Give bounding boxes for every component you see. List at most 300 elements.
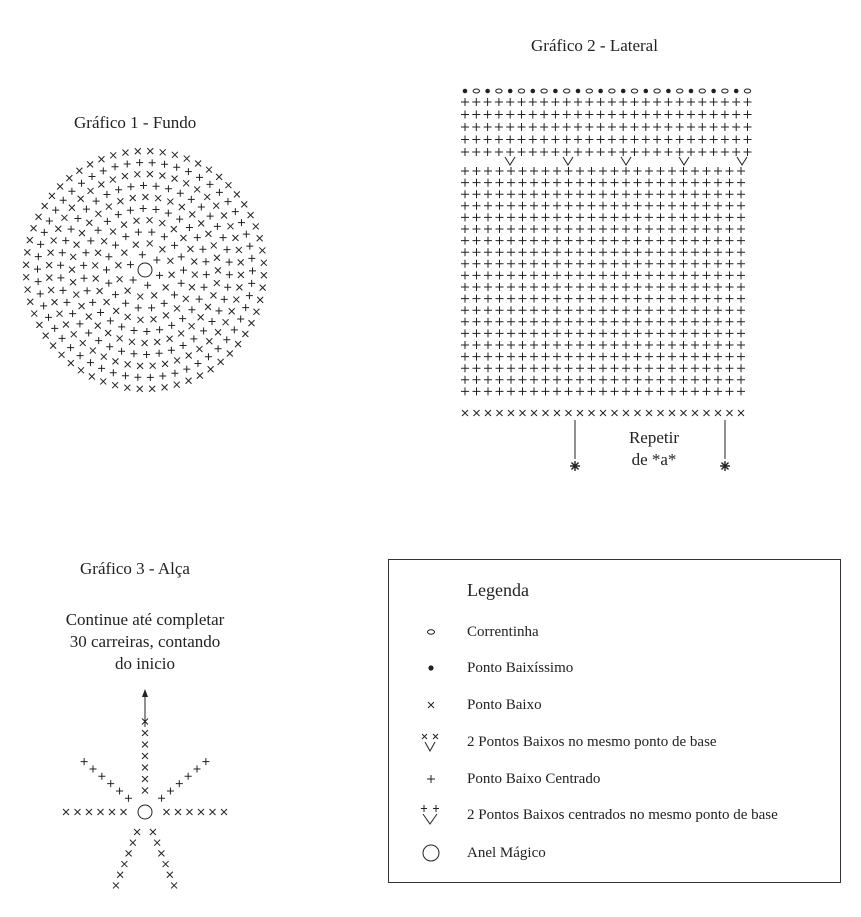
slip-stitch-mark bbox=[666, 89, 671, 94]
centered-single-crochet-mark bbox=[737, 341, 745, 349]
centered-single-crochet-mark bbox=[473, 318, 481, 326]
centered-single-crochet-mark bbox=[691, 295, 699, 303]
centered-single-crochet-mark bbox=[599, 271, 607, 279]
centered-single-crochet-mark bbox=[484, 179, 492, 187]
legend-label: Anel Mágico bbox=[467, 845, 546, 861]
centered-single-crochet-mark bbox=[149, 159, 156, 166]
centered-single-crochet-mark bbox=[680, 341, 688, 349]
centered-single-crochet-mark bbox=[622, 248, 630, 256]
centered-single-crochet-mark bbox=[574, 111, 582, 119]
centered-single-crochet-mark bbox=[553, 387, 561, 395]
centered-single-crochet-mark bbox=[622, 376, 630, 384]
centered-single-crochet-mark bbox=[657, 179, 665, 187]
centered-single-crochet-mark bbox=[473, 364, 481, 372]
single-crochet-mark bbox=[227, 223, 233, 229]
centered-single-crochet-mark bbox=[519, 248, 527, 256]
centered-single-crochet-mark bbox=[553, 213, 561, 221]
centered-single-crochet-mark bbox=[565, 248, 573, 256]
centered-single-crochet-mark bbox=[645, 387, 653, 395]
centered-single-crochet-mark bbox=[622, 353, 630, 361]
single-crochet-mark bbox=[117, 276, 123, 282]
centered-single-crochet-mark bbox=[634, 329, 642, 337]
centered-single-crochet-mark bbox=[698, 98, 706, 106]
centered-single-crochet-mark bbox=[622, 260, 630, 268]
centered-single-crochet-mark bbox=[188, 196, 195, 203]
centered-single-crochet-mark bbox=[484, 225, 492, 233]
centered-single-crochet-mark bbox=[87, 237, 94, 244]
centered-single-crochet-mark bbox=[473, 376, 481, 384]
single-crochet-mark bbox=[105, 330, 111, 336]
centered-single-crochet-mark bbox=[576, 318, 584, 326]
repeat-note-line-2: de *a* bbox=[631, 450, 677, 469]
legend-label: 2 Pontos Baixos centrados no mesmo ponto de base bbox=[467, 807, 778, 823]
centered-single-crochet-mark bbox=[744, 123, 752, 131]
centered-single-crochet-mark bbox=[634, 376, 642, 384]
single-crochet-mark bbox=[211, 242, 217, 248]
centered-single-crochet-mark bbox=[45, 314, 52, 321]
centered-single-crochet-mark bbox=[645, 364, 653, 372]
centered-single-crochet-mark bbox=[680, 364, 688, 372]
centered-single-crochet-mark bbox=[565, 202, 573, 210]
single-crochet-mark bbox=[214, 280, 220, 286]
single-crochet-mark bbox=[125, 361, 131, 367]
centered-single-crochet-mark bbox=[611, 364, 619, 372]
single-crochet-mark bbox=[154, 840, 160, 846]
centered-single-crochet-mark bbox=[714, 225, 722, 233]
centered-single-crochet-mark bbox=[496, 225, 504, 233]
centered-single-crochet-mark bbox=[645, 260, 653, 268]
centered-single-crochet-mark bbox=[691, 248, 699, 256]
centered-single-crochet-mark bbox=[461, 213, 469, 221]
centered-single-crochet-mark bbox=[703, 283, 711, 291]
centered-single-crochet-mark bbox=[105, 253, 112, 260]
single-crochet-mark bbox=[253, 309, 259, 315]
slip-stitch-mark bbox=[598, 89, 603, 94]
centered-single-crochet-mark bbox=[519, 341, 527, 349]
centered-single-crochet-mark bbox=[634, 283, 642, 291]
single-crochet-mark bbox=[227, 350, 233, 356]
centered-single-crochet-mark bbox=[714, 271, 722, 279]
centered-single-crochet-mark bbox=[645, 376, 653, 384]
single-crochet-mark bbox=[71, 331, 77, 337]
centered-single-crochet-mark bbox=[703, 364, 711, 372]
magic-ring-mark bbox=[138, 263, 152, 277]
arrow-head-icon bbox=[142, 689, 148, 697]
centered-single-crochet-mark bbox=[576, 306, 584, 314]
centered-single-crochet-mark bbox=[576, 387, 584, 395]
centered-single-crochet-mark bbox=[507, 260, 515, 268]
centered-single-crochet-mark bbox=[619, 111, 627, 119]
single-crochet-mark bbox=[98, 156, 104, 162]
single-crochet-mark bbox=[149, 386, 155, 392]
centered-single-crochet-mark bbox=[496, 179, 504, 187]
centered-single-crochet-mark bbox=[540, 111, 548, 119]
centered-single-crochet-mark bbox=[588, 329, 596, 337]
slip-stitch-mark bbox=[734, 89, 739, 94]
slip-stitch-mark bbox=[621, 89, 626, 94]
centered-single-crochet-mark bbox=[657, 295, 665, 303]
centered-single-crochet-mark bbox=[507, 167, 515, 175]
centered-single-crochet-mark bbox=[180, 342, 187, 349]
centered-single-crochet-mark bbox=[461, 225, 469, 233]
centered-single-crochet-mark bbox=[732, 123, 740, 131]
single-crochet-mark bbox=[225, 182, 231, 188]
centered-single-crochet-mark bbox=[484, 213, 492, 221]
centered-single-crochet-mark bbox=[732, 136, 740, 144]
single-crochet-mark bbox=[151, 292, 157, 298]
single-crochet-mark bbox=[70, 254, 76, 260]
centered-single-crochet-mark bbox=[703, 353, 711, 361]
single-crochet-mark bbox=[160, 149, 166, 155]
centered-single-crochet-mark bbox=[726, 202, 734, 210]
centered-single-crochet-mark bbox=[148, 229, 155, 236]
centered-single-crochet-mark bbox=[611, 167, 619, 175]
centered-single-crochet-mark bbox=[553, 202, 561, 210]
centered-single-crochet-mark bbox=[645, 295, 653, 303]
single-crochet-mark bbox=[174, 382, 180, 388]
centered-single-crochet-mark bbox=[205, 353, 212, 360]
centered-single-crochet-mark bbox=[698, 148, 706, 156]
centered-single-crochet-mark bbox=[691, 237, 699, 245]
centered-single-crochet-mark bbox=[744, 136, 752, 144]
centered-single-crochet-mark bbox=[726, 213, 734, 221]
single-crochet-mark bbox=[241, 201, 247, 207]
single-crochet-mark bbox=[90, 348, 96, 354]
centered-single-crochet-mark bbox=[553, 341, 561, 349]
centered-single-crochet-mark bbox=[599, 318, 607, 326]
centered-single-crochet-mark bbox=[721, 111, 729, 119]
chart-fundo-title: Gráfico 1 - Fundo bbox=[74, 113, 197, 132]
centered-single-crochet-mark bbox=[95, 337, 102, 344]
centered-single-crochet-mark bbox=[542, 306, 550, 314]
centered-single-crochet-mark bbox=[608, 123, 616, 131]
centered-single-crochet-mark bbox=[611, 213, 619, 221]
single-crochet-mark bbox=[577, 410, 583, 416]
centered-single-crochet-mark bbox=[130, 276, 137, 283]
centered-single-crochet-mark bbox=[565, 295, 573, 303]
centered-single-crochet-mark bbox=[496, 329, 504, 337]
centered-single-crochet-mark bbox=[519, 260, 527, 268]
single-crochet-mark bbox=[48, 250, 54, 256]
centered-single-crochet-mark bbox=[668, 329, 676, 337]
centered-single-crochet-mark bbox=[657, 329, 665, 337]
single-crochet-mark bbox=[130, 195, 136, 201]
single-crochet-mark bbox=[257, 235, 263, 241]
single-crochet-mark bbox=[147, 171, 153, 177]
centered-single-crochet-mark bbox=[631, 111, 639, 119]
centered-single-crochet-mark bbox=[737, 376, 745, 384]
chain-icon bbox=[419, 620, 443, 646]
centered-single-crochet-mark bbox=[634, 202, 642, 210]
centered-single-crochet-mark bbox=[676, 148, 684, 156]
single-crochet-mark bbox=[52, 299, 58, 305]
centered-single-crochet-mark bbox=[542, 329, 550, 337]
centered-single-crochet-mark bbox=[209, 318, 216, 325]
centered-single-crochet-mark bbox=[599, 260, 607, 268]
centered-single-crochet-mark bbox=[698, 123, 706, 131]
single-crochet-mark bbox=[75, 809, 81, 815]
single-crochet-mark bbox=[248, 320, 254, 326]
centered-single-crochet-mark bbox=[576, 190, 584, 198]
centered-single-crochet-mark bbox=[680, 213, 688, 221]
single-crochet-mark bbox=[97, 288, 103, 294]
centered-single-crochet-mark bbox=[542, 364, 550, 372]
centered-single-crochet-mark bbox=[159, 373, 166, 380]
legend-label: 2 Pontos Baixos no mesmo ponto de base bbox=[467, 734, 717, 750]
centered-single-crochet-mark bbox=[519, 376, 527, 384]
centered-single-crochet-mark bbox=[76, 320, 83, 327]
centered-single-crochet-mark bbox=[676, 123, 684, 131]
centered-single-crochet-mark bbox=[721, 136, 729, 144]
centered-single-crochet-mark bbox=[542, 295, 550, 303]
centered-single-crochet-mark bbox=[495, 111, 503, 119]
centered-single-crochet-mark bbox=[622, 306, 630, 314]
centered-single-crochet-mark bbox=[472, 98, 480, 106]
increase-mark bbox=[621, 157, 631, 165]
centered-single-crochet-mark bbox=[161, 300, 168, 307]
centered-single-crochet-mark bbox=[484, 329, 492, 337]
centered-single-crochet-mark bbox=[519, 364, 527, 372]
centered-single-crochet-mark bbox=[611, 225, 619, 233]
centered-single-crochet-mark bbox=[726, 167, 734, 175]
centered-single-crochet-mark bbox=[473, 237, 481, 245]
single-crochet-mark bbox=[137, 386, 143, 392]
centered-single-crochet-mark bbox=[540, 123, 548, 131]
single-crochet-mark bbox=[167, 199, 173, 205]
slip-stitch-mark bbox=[463, 89, 468, 94]
single-crochet-mark bbox=[125, 288, 131, 294]
centered-single-crochet-mark bbox=[153, 257, 160, 264]
centered-single-crochet-mark bbox=[634, 353, 642, 361]
centered-single-crochet-mark bbox=[576, 167, 584, 175]
single-crochet-mark bbox=[566, 410, 572, 416]
centered-single-crochet-mark bbox=[530, 190, 538, 198]
single-crochet-mark bbox=[66, 175, 72, 181]
single-crochet-mark bbox=[223, 319, 229, 325]
single-crochet-mark bbox=[198, 314, 204, 320]
single-crochet-mark bbox=[69, 205, 75, 211]
centered-single-crochet-mark bbox=[519, 167, 527, 175]
centered-single-crochet-mark bbox=[529, 98, 537, 106]
centered-single-crochet-mark bbox=[207, 213, 214, 220]
single-crochet-mark bbox=[646, 410, 652, 416]
legend-item-slip-stitch bbox=[389, 656, 840, 682]
centered-single-crochet-mark bbox=[143, 351, 150, 358]
centered-single-crochet-mark bbox=[622, 318, 630, 326]
legend-item-single-crochet bbox=[389, 693, 840, 719]
centered-single-crochet-mark bbox=[576, 213, 584, 221]
centered-single-crochet-mark bbox=[611, 179, 619, 187]
single-crochet-mark bbox=[86, 220, 92, 226]
centered-single-crochet-mark bbox=[611, 190, 619, 198]
centered-single-crochet-mark bbox=[691, 318, 699, 326]
centered-single-crochet-mark bbox=[507, 353, 515, 361]
centered-single-crochet-mark bbox=[95, 227, 102, 234]
centered-single-crochet-mark bbox=[144, 282, 151, 289]
centered-single-crochet-mark bbox=[530, 248, 538, 256]
centered-single-crochet-mark bbox=[106, 343, 113, 350]
centered-single-crochet-mark bbox=[246, 292, 253, 299]
chain-mark bbox=[722, 89, 728, 93]
centered-single-crochet-mark bbox=[634, 271, 642, 279]
single-crochet-mark bbox=[635, 410, 641, 416]
centered-single-crochet-mark bbox=[631, 148, 639, 156]
centered-single-crochet-mark bbox=[703, 295, 711, 303]
centered-single-crochet-mark bbox=[622, 364, 630, 372]
centered-single-crochet-mark bbox=[585, 148, 593, 156]
single-crochet-mark bbox=[134, 218, 140, 224]
centered-single-crochet-mark bbox=[737, 387, 745, 395]
centered-single-crochet-mark bbox=[221, 296, 228, 303]
centered-single-crochet-mark bbox=[540, 98, 548, 106]
single-crochet-mark bbox=[215, 329, 221, 335]
single-crochet-mark bbox=[216, 174, 222, 180]
centered-single-crochet-mark bbox=[178, 253, 185, 260]
centered-single-crochet-mark bbox=[657, 260, 665, 268]
centered-single-crochet-mark bbox=[136, 159, 143, 166]
centered-single-crochet-mark bbox=[737, 179, 745, 187]
centered-single-crochet-mark bbox=[201, 284, 208, 291]
single-crochet-mark bbox=[147, 240, 153, 246]
centered-single-crochet-mark bbox=[599, 179, 607, 187]
centered-single-crochet-mark bbox=[691, 190, 699, 198]
centered-single-crochet-mark bbox=[634, 364, 642, 372]
centered-single-crochet-mark bbox=[484, 353, 492, 361]
centered-single-crochet-mark bbox=[507, 376, 515, 384]
centered-single-crochet-mark bbox=[744, 111, 752, 119]
centered-single-crochet-mark bbox=[484, 190, 492, 198]
centered-single-crochet-mark bbox=[588, 283, 596, 291]
centered-single-crochet-mark bbox=[619, 136, 627, 144]
centered-single-crochet-mark bbox=[507, 329, 515, 337]
centered-single-crochet-mark bbox=[553, 353, 561, 361]
repeat-note-line-1: Repetir bbox=[628, 428, 680, 447]
centered-single-crochet-mark bbox=[176, 216, 183, 223]
centered-single-crochet-mark bbox=[238, 219, 245, 226]
single-crochet-mark bbox=[163, 861, 169, 867]
centered-single-crochet-mark bbox=[664, 148, 672, 156]
centered-single-crochet-mark bbox=[622, 190, 630, 198]
single-crochet-mark bbox=[112, 382, 118, 388]
centered-single-crochet-mark bbox=[553, 283, 561, 291]
centered-single-crochet-mark bbox=[473, 225, 481, 233]
centered-single-crochet-mark bbox=[551, 111, 559, 119]
centered-single-crochet-mark bbox=[553, 190, 561, 198]
single-crochet-mark bbox=[55, 226, 61, 232]
centered-single-crochet-mark bbox=[461, 98, 469, 106]
centered-single-crochet-mark bbox=[703, 248, 711, 256]
centered-single-crochet-mark bbox=[622, 179, 630, 187]
centered-single-crochet-mark bbox=[726, 353, 734, 361]
centered-single-crochet-mark bbox=[57, 262, 64, 269]
centered-single-crochet-mark bbox=[714, 179, 722, 187]
chart-lateral bbox=[461, 89, 752, 471]
single-crochet-mark bbox=[197, 373, 203, 379]
centered-single-crochet-mark bbox=[680, 329, 688, 337]
centered-single-crochet-mark bbox=[611, 295, 619, 303]
centered-single-crochet-mark bbox=[680, 237, 688, 245]
alca-note-line-2: 30 carreiras, contando bbox=[69, 632, 221, 651]
centered-single-crochet-mark bbox=[52, 207, 59, 214]
centered-single-crochet-mark bbox=[611, 248, 619, 256]
centered-single-crochet-mark bbox=[496, 341, 504, 349]
centered-single-crochet-mark bbox=[496, 167, 504, 175]
centered-single-crochet-mark bbox=[89, 765, 96, 772]
centered-single-crochet-mark bbox=[642, 136, 650, 144]
single-crochet-mark bbox=[191, 259, 197, 265]
single-crochet-mark bbox=[172, 176, 178, 182]
centered-single-crochet-mark bbox=[496, 387, 504, 395]
centered-single-crochet-mark bbox=[576, 283, 584, 291]
single-crochet-mark bbox=[142, 742, 148, 748]
centered-single-crochet-mark bbox=[224, 246, 231, 253]
centered-single-crochet-mark bbox=[714, 213, 722, 221]
centered-single-crochet-mark bbox=[519, 306, 527, 314]
centered-single-crochet-mark bbox=[507, 295, 515, 303]
centered-single-crochet-mark bbox=[530, 283, 538, 291]
centered-single-crochet-mark bbox=[680, 190, 688, 198]
single-crochet-mark bbox=[167, 872, 173, 878]
single-crochet-mark bbox=[133, 242, 139, 248]
centered-single-crochet-mark bbox=[62, 237, 69, 244]
centered-single-crochet-mark bbox=[588, 225, 596, 233]
centered-single-crochet-mark bbox=[664, 111, 672, 119]
centered-single-crochet-mark bbox=[507, 306, 515, 314]
centered-single-crochet-mark bbox=[472, 148, 480, 156]
centered-single-crochet-mark bbox=[161, 161, 168, 168]
centered-single-crochet-mark bbox=[35, 278, 42, 285]
centered-single-crochet-mark bbox=[553, 167, 561, 175]
single-crochet-mark bbox=[79, 230, 85, 236]
centered-single-crochet-mark bbox=[622, 295, 630, 303]
centered-single-crochet-mark bbox=[161, 233, 168, 240]
single-crochet-mark bbox=[142, 753, 148, 759]
centered-single-crochet-mark bbox=[496, 271, 504, 279]
centered-single-crochet-mark bbox=[703, 225, 711, 233]
centered-single-crochet-mark bbox=[484, 111, 492, 119]
centered-single-crochet-mark bbox=[519, 213, 527, 221]
centered-single-crochet-mark bbox=[37, 241, 44, 248]
legend-item-chain bbox=[389, 620, 840, 646]
centered-single-crochet-mark bbox=[519, 318, 527, 326]
centered-single-crochet-mark bbox=[599, 213, 607, 221]
alca-instruction-note bbox=[40, 609, 250, 675]
single-crochet-mark bbox=[48, 287, 54, 293]
centered-single-crochet-mark bbox=[726, 225, 734, 233]
centered-single-crochet-mark bbox=[657, 376, 665, 384]
single-crochet-mark bbox=[88, 188, 94, 194]
centered-single-crochet-mark bbox=[634, 167, 642, 175]
centered-single-crochet-mark bbox=[103, 266, 110, 273]
centered-single-crochet-mark bbox=[664, 98, 672, 106]
single-crochet-mark bbox=[248, 212, 254, 218]
centered-single-crochet-mark bbox=[657, 213, 665, 221]
centered-single-crochet-mark bbox=[714, 318, 722, 326]
centered-single-crochet-mark bbox=[737, 306, 745, 314]
centered-single-crochet-mark bbox=[473, 167, 481, 175]
centered-single-crochet-mark bbox=[634, 318, 642, 326]
centered-single-crochet-mark bbox=[122, 372, 129, 379]
single-crochet-mark bbox=[142, 194, 148, 200]
chain-mark bbox=[631, 89, 637, 93]
centered-single-crochet-mark bbox=[668, 341, 676, 349]
single-crochet-mark bbox=[658, 410, 664, 416]
centered-single-crochet-mark bbox=[645, 341, 653, 349]
centered-single-crochet-mark bbox=[619, 148, 627, 156]
single-crochet-mark bbox=[130, 840, 136, 846]
centered-single-crochet-mark bbox=[496, 376, 504, 384]
centered-single-crochet-mark bbox=[461, 318, 469, 326]
